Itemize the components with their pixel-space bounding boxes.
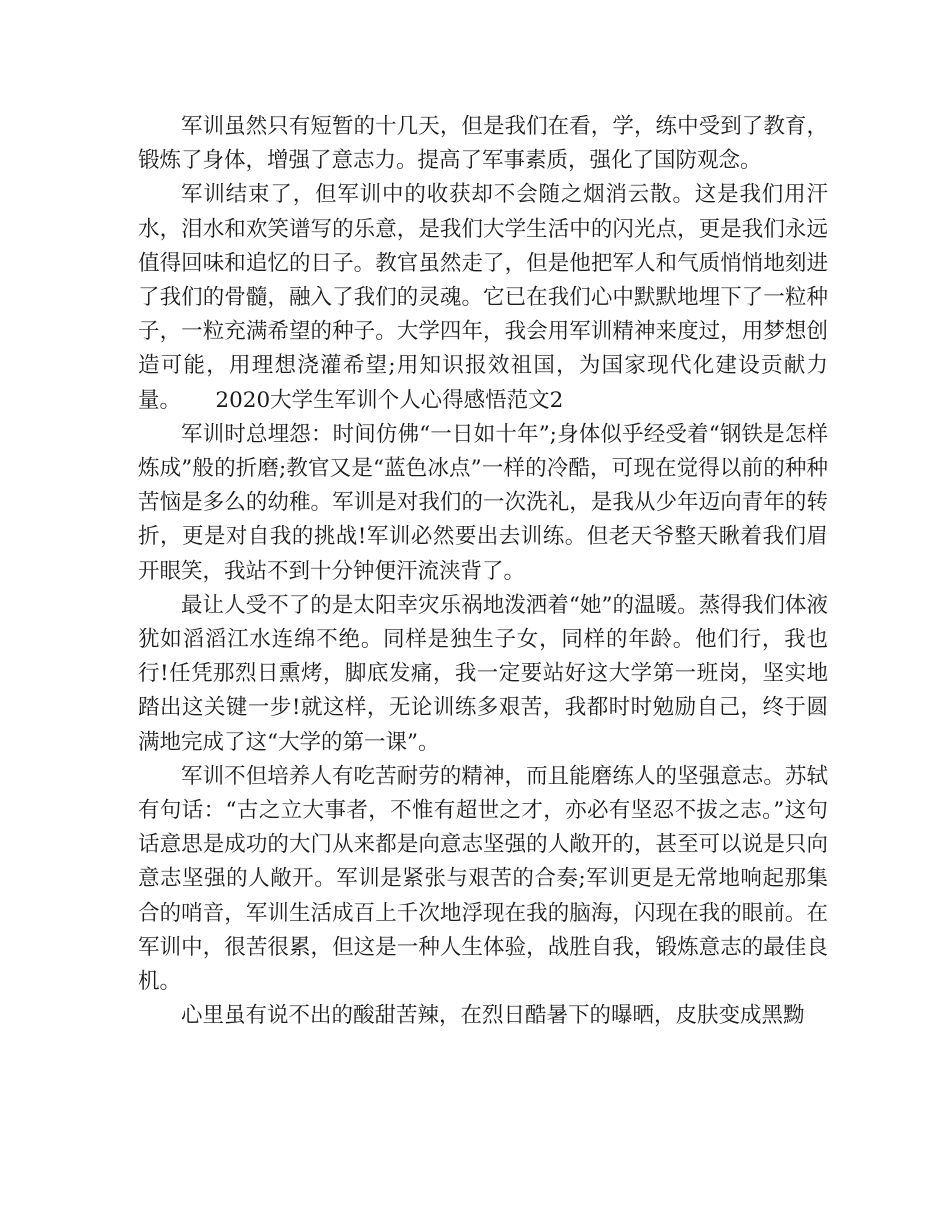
paragraph-3: 军训时总埋怨：时间仿佛“一日如十年”;身体似乎经受着“钢铁是怎样炼成”般的折磨;教官又是“蓝色冰点”一样的冷酷，可现在觉得以前的种种苦恼是多么的幼稚。军训是对我们的一次洗礼，是我从少年迈向青年的转折，更是对自我的挑战!军训必然要出去训练。但老天爷整天瞅着我们眉开眼笑，我站不到十分钟便汗流浃背了。: [138, 421, 828, 584]
paragraph-5: 军训不但培养人有吃苦耐劳的精神，而且能磨练人的坚强意志。苏轼有句话：“古之立大事者，不惟有超世之才，亦必有坚忍不拔之志。”这句话意思是成功的大门从来都是向意志坚强的人敞开的，甚至可以说是只向意志坚强的人敞开。军训是紧张与艰苦的合奏;军训更是无常地响起那集合的哨音，军训生活成百上千次地浮现在我的脑海，闪现在我的眼前。在军训中，很苦很累，但这是一种人生体验，战胜自我，锻炼意志的最佳良机。: [138, 763, 828, 995]
section-heading: 2020大学生军训个人心得感悟范文2: [215, 387, 564, 413]
paragraph-1: 军训虽然只有短暂的十几天，但是我们在看，学，练中受到了教育，锻炼了身体，增强了意志力。提高了军事素质，强化了国防观念。: [138, 114, 828, 174]
paragraph-2: [138, 178, 828, 417]
paragraph-2-text: 军训结束了，但军训中的收获却不会随之烟消云散。这是我们用汗水，泪水和欢笑谱写的乐意，是我们大学生活中的闪光点，更是我们永远值得回味和追忆的日子。教官虽然走了，但是他把军人和气质悄悄地刻进了我们的骨髓，融入了我们的灵魂。它已在我们心中默默地埋下了一粒种子，一粒充满希望的种子。大学四年，我会用军训精神来度过，用梦想创造可能，用理想浇灌希望;用知识报效祖国，为国家现代化建设贡献力量。: [138, 182, 828, 413]
paragraph-4: 最让人受不了的是太阳幸灾乐祸地泼洒着“她”的温暖。蒸得我们体液犹如滔滔江水连绵不绝。同样是独生子女，同样的年龄。他们行，我也行!任凭那烈日熏烤，脚底发痛，我一定要站好这大学第一班岗，坚实地踏出这关键一步!就这样，无论训练多艰苦，我都时时勉励自己，终于圆满地完成了这“大学的第一课”。: [138, 592, 828, 755]
paragraph-6: 心里虽有说不出的酸甜苦辣，在烈日酷暑下的曝晒，皮肤变成黑黝: [181, 1003, 805, 1029]
document-body: [138, 110, 828, 1033]
